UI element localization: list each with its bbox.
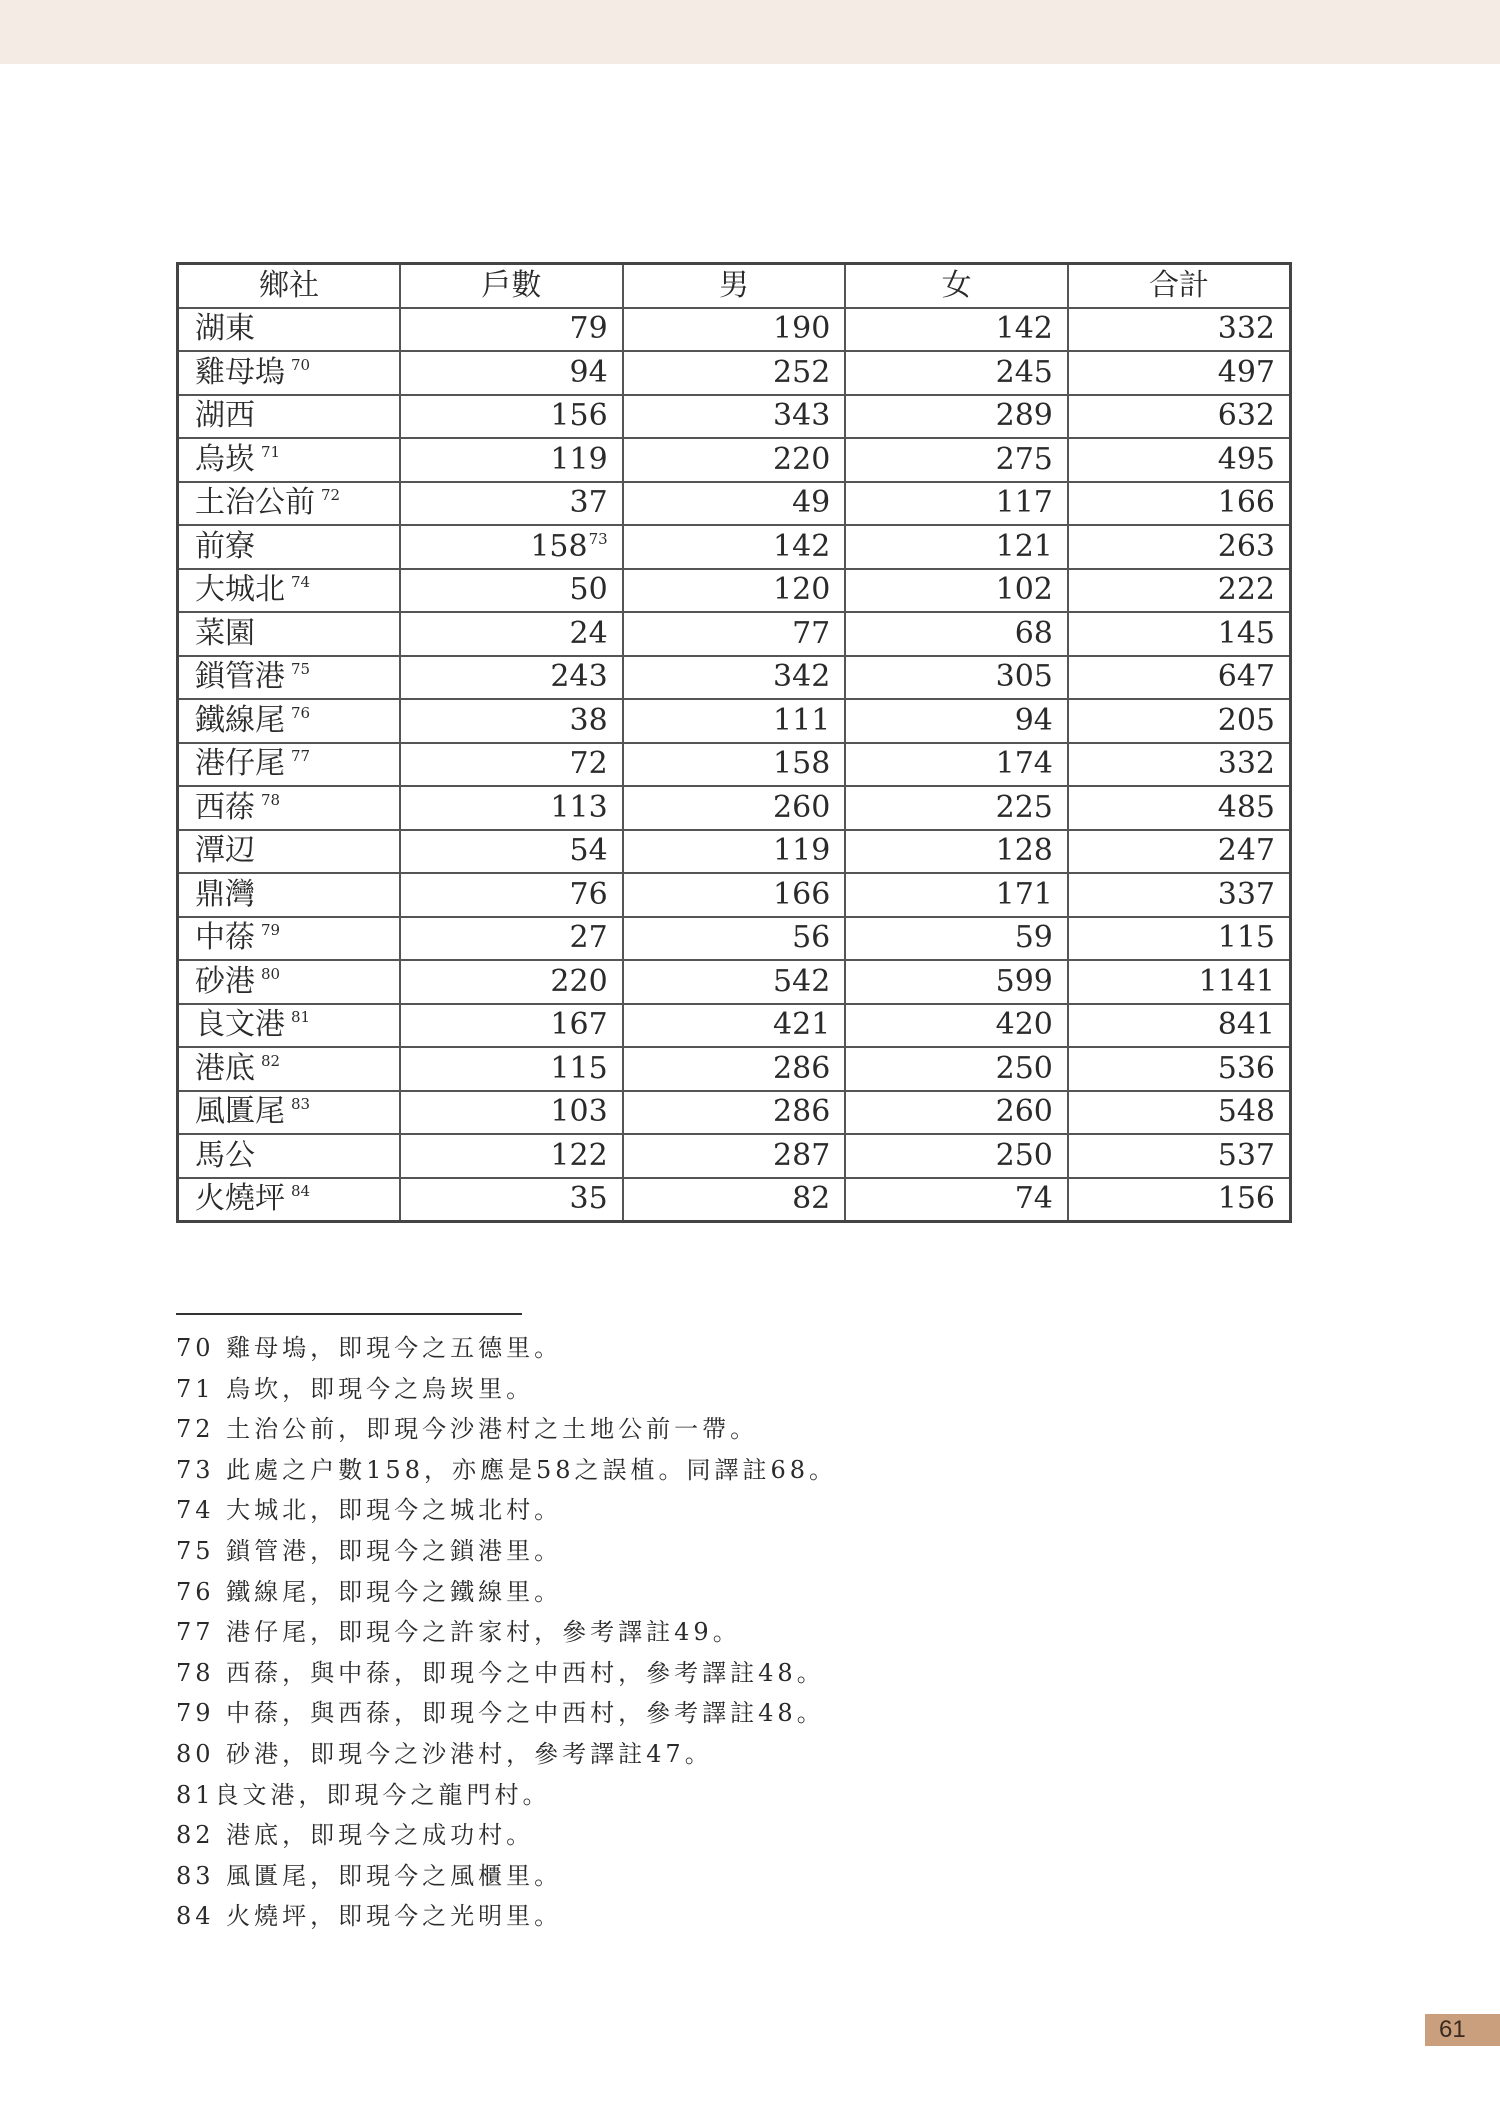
cell-male-text: 158 bbox=[773, 746, 831, 782]
cell-male bbox=[623, 1134, 846, 1178]
footnote-ref: 77 bbox=[291, 747, 311, 766]
footnote-ref: 76 bbox=[291, 703, 311, 722]
cell-total bbox=[1068, 438, 1291, 482]
cell-total-text: 536 bbox=[1217, 1050, 1275, 1086]
cell-female-text: 121 bbox=[995, 528, 1053, 564]
cell-total-text: 497 bbox=[1217, 354, 1275, 390]
cell-village-text: 大城北 bbox=[195, 572, 285, 608]
cell-village bbox=[178, 482, 401, 526]
cell-village-text: 潭辺 bbox=[195, 833, 255, 869]
top-color-band bbox=[0, 0, 1500, 64]
cell-female bbox=[845, 482, 1068, 526]
cell-households-text: 27 bbox=[569, 920, 608, 956]
cell-households-text: 103 bbox=[550, 1094, 608, 1130]
cell-male-text: 287 bbox=[773, 1137, 831, 1173]
table-row bbox=[178, 308, 1291, 352]
cell-female bbox=[845, 1091, 1068, 1135]
cell-households bbox=[400, 1178, 623, 1222]
cell-households bbox=[400, 1134, 623, 1178]
cell-female bbox=[845, 699, 1068, 743]
cell-male bbox=[623, 786, 846, 830]
table-row bbox=[178, 351, 1291, 395]
cell-female bbox=[845, 395, 1068, 439]
cell-female bbox=[845, 743, 1068, 787]
footnote-ref: 74 bbox=[291, 573, 311, 592]
cell-village bbox=[178, 786, 401, 830]
cell-total bbox=[1068, 960, 1291, 1004]
cell-total-text: 205 bbox=[1217, 702, 1275, 738]
cell-households-text: 37 bbox=[569, 485, 608, 521]
cell-male bbox=[623, 569, 846, 613]
cell-households-text: 243 bbox=[550, 659, 608, 695]
cell-male-text: 286 bbox=[773, 1094, 831, 1130]
cell-village-text: 湖西 bbox=[195, 398, 255, 434]
cell-households-text: 119 bbox=[550, 441, 608, 477]
cell-households-text: 24 bbox=[569, 615, 608, 651]
cell-households-text: 115 bbox=[550, 1050, 608, 1086]
cell-male-text: 286 bbox=[773, 1050, 831, 1086]
cell-male bbox=[623, 743, 846, 787]
cell-village bbox=[178, 351, 401, 395]
cell-female-text: 94 bbox=[1014, 702, 1053, 738]
table-row bbox=[178, 917, 1291, 961]
header-female: 女 bbox=[845, 264, 1068, 308]
table-row bbox=[178, 525, 1291, 569]
cell-male bbox=[623, 612, 846, 656]
table-row bbox=[178, 1134, 1291, 1178]
table-row bbox=[178, 960, 1291, 1004]
cell-total bbox=[1068, 308, 1291, 352]
footnote-ref: 79 bbox=[261, 921, 281, 940]
cell-male bbox=[623, 395, 846, 439]
cell-female-text: 225 bbox=[995, 789, 1053, 825]
footnote-ref: 83 bbox=[291, 1095, 311, 1114]
cell-village bbox=[178, 1047, 401, 1091]
cell-households-text: 113 bbox=[550, 789, 608, 825]
cell-village bbox=[178, 873, 401, 917]
table-row bbox=[178, 1091, 1291, 1135]
cell-households-text: 79 bbox=[569, 311, 608, 347]
cell-total-text: 247 bbox=[1217, 833, 1275, 869]
cell-total-text: 332 bbox=[1217, 311, 1275, 347]
cell-female bbox=[845, 1004, 1068, 1048]
cell-households bbox=[400, 960, 623, 1004]
cell-village bbox=[178, 612, 401, 656]
cell-village-text: 鼎灣 bbox=[195, 876, 255, 912]
cell-female bbox=[845, 786, 1068, 830]
footnote-ref: 75 bbox=[291, 660, 311, 679]
cell-female bbox=[845, 1134, 1068, 1178]
footnote-ref: 81 bbox=[291, 1008, 311, 1027]
cell-total-text: 548 bbox=[1217, 1094, 1275, 1130]
footnote-ref: 84 bbox=[291, 1182, 311, 1201]
cell-village bbox=[178, 395, 401, 439]
cell-female-text: 68 bbox=[1014, 615, 1053, 651]
cell-households-text: 220 bbox=[550, 963, 608, 999]
cell-village-text: 鎖管港 bbox=[195, 659, 285, 695]
cell-households-text: 50 bbox=[569, 572, 608, 608]
table-row bbox=[178, 743, 1291, 787]
cell-male-text: 260 bbox=[773, 789, 831, 825]
cell-village-text: 馬公 bbox=[195, 1137, 255, 1173]
cell-village-text: 菜園 bbox=[195, 615, 255, 651]
cell-male-text: 119 bbox=[773, 833, 831, 869]
cell-households-text: 94 bbox=[569, 354, 608, 390]
footnote-ref: 70 bbox=[291, 355, 311, 374]
cell-female-text: 250 bbox=[995, 1050, 1053, 1086]
cell-households bbox=[400, 612, 623, 656]
cell-total-text: 841 bbox=[1217, 1007, 1275, 1043]
table-header-row bbox=[178, 264, 1291, 308]
cell-households-text: 167 bbox=[550, 1007, 608, 1043]
cell-households bbox=[400, 699, 623, 743]
cell-female-text: 117 bbox=[995, 485, 1053, 521]
table-row bbox=[178, 830, 1291, 874]
table-row bbox=[178, 873, 1291, 917]
cell-total bbox=[1068, 873, 1291, 917]
cell-households bbox=[400, 569, 623, 613]
cell-households-text: 158 bbox=[530, 528, 588, 564]
cell-female-text: 74 bbox=[1014, 1181, 1053, 1217]
cell-village-text: 湖東 bbox=[195, 311, 255, 347]
cell-households bbox=[400, 873, 623, 917]
footnote-item: 70 雞母塢，即現今之五德里。 bbox=[176, 1334, 563, 1362]
cell-households-text: 76 bbox=[569, 876, 608, 912]
cell-village bbox=[178, 1091, 401, 1135]
table-row bbox=[178, 1004, 1291, 1048]
cell-male bbox=[623, 699, 846, 743]
footnote-item: 77 港仔尾，即現今之許家村，參考譯註49。 bbox=[176, 1618, 741, 1647]
header-total: 合計 bbox=[1068, 264, 1291, 308]
cell-male bbox=[623, 1004, 846, 1048]
cell-male-text: 49 bbox=[792, 485, 831, 521]
cell-total-text: 537 bbox=[1217, 1137, 1275, 1173]
cell-male-text: 252 bbox=[773, 354, 831, 390]
cell-female bbox=[845, 438, 1068, 482]
header-households: 戶數 bbox=[400, 264, 623, 308]
cell-female-text: 260 bbox=[995, 1094, 1053, 1130]
cell-male bbox=[623, 351, 846, 395]
cell-total bbox=[1068, 830, 1291, 874]
cell-households bbox=[400, 656, 623, 700]
cell-village-text: 火燒坪 bbox=[195, 1181, 285, 1217]
cell-households bbox=[400, 525, 623, 569]
cell-male bbox=[623, 482, 846, 526]
cell-village-text: 烏崁 bbox=[195, 441, 255, 477]
cell-total bbox=[1068, 786, 1291, 830]
cell-male bbox=[623, 873, 846, 917]
cell-female bbox=[845, 830, 1068, 874]
cell-female bbox=[845, 656, 1068, 700]
footnote-item: 78 西蒣，與中蒣，即現今之中西村，參考譯註48。 bbox=[176, 1658, 825, 1687]
cell-male-text: 166 bbox=[773, 876, 831, 912]
cell-households bbox=[400, 308, 623, 352]
cell-male-text: 111 bbox=[773, 702, 831, 738]
cell-female-text: 128 bbox=[995, 833, 1053, 869]
cell-male-text: 542 bbox=[773, 963, 831, 999]
cell-female-text: 102 bbox=[995, 572, 1053, 608]
cell-total bbox=[1068, 699, 1291, 743]
cell-male-text: 142 bbox=[773, 528, 831, 564]
cell-male bbox=[623, 438, 846, 482]
cell-households bbox=[400, 1047, 623, 1091]
cell-female-text: 171 bbox=[995, 876, 1053, 912]
cell-village bbox=[178, 569, 401, 613]
cell-male-text: 421 bbox=[773, 1007, 831, 1043]
footnote-item: 80 砂港，即現今之沙港村，參考譯註47。 bbox=[176, 1739, 713, 1768]
cell-total bbox=[1068, 917, 1291, 961]
footnote-item: 71 烏坎，即現今之烏崁里。 bbox=[176, 1374, 535, 1403]
cell-female-text: 305 bbox=[995, 659, 1053, 695]
footnote-item: 75 鎖管港，即現今之鎖港里。 bbox=[176, 1536, 563, 1565]
cell-total-text: 337 bbox=[1217, 876, 1275, 912]
cell-male-text: 220 bbox=[773, 441, 831, 477]
cell-male-text: 82 bbox=[792, 1181, 831, 1217]
footnote-item: 72 土治公前，即現今沙港村之土地公前一帶。 bbox=[176, 1415, 759, 1444]
cell-total bbox=[1068, 395, 1291, 439]
cell-village-text: 鐵線尾 bbox=[195, 702, 285, 738]
cell-male-text: 342 bbox=[773, 659, 831, 695]
cell-households-text: 72 bbox=[569, 746, 608, 782]
cell-village bbox=[178, 1004, 401, 1048]
cell-total bbox=[1068, 1004, 1291, 1048]
cell-female bbox=[845, 569, 1068, 613]
cell-village-text: 中蒣 bbox=[195, 920, 255, 956]
cell-male-text: 77 bbox=[792, 615, 831, 651]
cell-village bbox=[178, 743, 401, 787]
table-row bbox=[178, 1178, 1291, 1222]
cell-village bbox=[178, 960, 401, 1004]
cell-village-text: 砂港 bbox=[195, 963, 255, 999]
cell-male bbox=[623, 1178, 846, 1222]
cell-female bbox=[845, 917, 1068, 961]
footnote-item: 73 此處之户數158，亦應是58之誤植。同譯註68。 bbox=[176, 1455, 838, 1484]
table-row bbox=[178, 656, 1291, 700]
cell-male bbox=[623, 1091, 846, 1135]
cell-households bbox=[400, 917, 623, 961]
footnote-divider bbox=[176, 1313, 522, 1315]
table-row bbox=[178, 395, 1291, 439]
cell-village bbox=[178, 830, 401, 874]
cell-total bbox=[1068, 1091, 1291, 1135]
cell-households-text: 38 bbox=[569, 702, 608, 738]
header-male: 男 bbox=[623, 264, 846, 308]
cell-female bbox=[845, 308, 1068, 352]
cell-total-text: 115 bbox=[1217, 920, 1275, 956]
table-row bbox=[178, 482, 1291, 526]
table-row bbox=[178, 786, 1291, 830]
cell-village-text: 風匱尾 bbox=[195, 1094, 285, 1130]
cell-female bbox=[845, 1178, 1068, 1222]
cell-households bbox=[400, 743, 623, 787]
cell-total-text: 263 bbox=[1217, 528, 1275, 564]
cell-female-text: 599 bbox=[995, 963, 1053, 999]
cell-total bbox=[1068, 1178, 1291, 1222]
footnote-item: 79 中蒣，與西蒣，即現今之中西村，參考譯註48。 bbox=[176, 1699, 825, 1728]
cell-male-text: 120 bbox=[773, 572, 831, 608]
cell-village bbox=[178, 699, 401, 743]
cell-total-text: 1141 bbox=[1198, 963, 1275, 999]
cell-village-text: 良文港 bbox=[195, 1007, 285, 1043]
table-row bbox=[178, 612, 1291, 656]
cell-total bbox=[1068, 743, 1291, 787]
cell-households bbox=[400, 1091, 623, 1135]
cell-female-text: 420 bbox=[995, 1007, 1053, 1043]
cell-male bbox=[623, 308, 846, 352]
cell-village-text: 港底 bbox=[195, 1050, 255, 1086]
cell-households bbox=[400, 482, 623, 526]
cell-village bbox=[178, 917, 401, 961]
footnote-ref: 72 bbox=[321, 486, 341, 505]
header-village: 鄉社 bbox=[178, 264, 401, 308]
footnote-ref: 71 bbox=[261, 442, 281, 461]
cell-female-text: 275 bbox=[995, 441, 1053, 477]
cell-female-text: 250 bbox=[995, 1137, 1053, 1173]
cell-female-text: 174 bbox=[995, 746, 1053, 782]
cell-village-text: 西蒣 bbox=[195, 789, 255, 825]
cell-households bbox=[400, 1004, 623, 1048]
footnotes bbox=[176, 1328, 1276, 1937]
population-table bbox=[176, 262, 1292, 1223]
cell-village bbox=[178, 308, 401, 352]
cell-households-text: 156 bbox=[550, 398, 608, 434]
cell-total bbox=[1068, 569, 1291, 613]
cell-female bbox=[845, 960, 1068, 1004]
cell-total-text: 495 bbox=[1217, 441, 1275, 477]
footnote-ref: 80 bbox=[261, 964, 281, 983]
cell-total-text: 145 bbox=[1217, 615, 1275, 651]
footnote-item: 82 港底，即現今之成功村。 bbox=[176, 1821, 535, 1850]
cell-households bbox=[400, 395, 623, 439]
cell-village-text: 港仔尾 bbox=[195, 746, 285, 782]
cell-households bbox=[400, 786, 623, 830]
cell-households bbox=[400, 830, 623, 874]
cell-male bbox=[623, 525, 846, 569]
cell-female bbox=[845, 1047, 1068, 1091]
cell-total-text: 632 bbox=[1217, 398, 1275, 434]
cell-male-text: 343 bbox=[773, 398, 831, 434]
cell-female-text: 59 bbox=[1014, 920, 1053, 956]
cell-total bbox=[1068, 656, 1291, 700]
table-row bbox=[178, 1047, 1291, 1091]
cell-households-text: 35 bbox=[569, 1181, 608, 1217]
cell-total bbox=[1068, 525, 1291, 569]
cell-village bbox=[178, 1134, 401, 1178]
cell-village-text: 前寮 bbox=[195, 528, 255, 564]
cell-total bbox=[1068, 1047, 1291, 1091]
cell-village bbox=[178, 525, 401, 569]
footnote-item: 76 鐵線尾，即現今之鐵線里。 bbox=[176, 1577, 563, 1606]
cell-total bbox=[1068, 351, 1291, 395]
table-row bbox=[178, 438, 1291, 482]
cell-village bbox=[178, 1178, 401, 1222]
cell-female-text: 245 bbox=[995, 354, 1053, 390]
cell-total-text: 485 bbox=[1217, 789, 1275, 825]
cell-households bbox=[400, 351, 623, 395]
footnote-item: 74 大城北，即現今之城北村。 bbox=[176, 1496, 563, 1525]
cell-male bbox=[623, 830, 846, 874]
cell-male-text: 56 bbox=[792, 920, 831, 956]
cell-households-text: 54 bbox=[569, 833, 608, 869]
cell-households-text: 122 bbox=[550, 1137, 608, 1173]
cell-total-text: 166 bbox=[1217, 485, 1275, 521]
footnote-item: 84 火燒坪，即現今之光明里。 bbox=[176, 1902, 563, 1931]
cell-female bbox=[845, 525, 1068, 569]
cell-village-text: 雞母塢 bbox=[195, 354, 285, 390]
cell-female-text: 142 bbox=[995, 311, 1053, 347]
cell-female bbox=[845, 351, 1068, 395]
cell-male bbox=[623, 656, 846, 700]
cell-village-text: 土治公前 bbox=[195, 485, 315, 521]
cell-male bbox=[623, 960, 846, 1004]
cell-total-text: 156 bbox=[1217, 1181, 1275, 1217]
cell-female bbox=[845, 873, 1068, 917]
cell-total-text: 332 bbox=[1217, 746, 1275, 782]
cell-female-text: 289 bbox=[995, 398, 1053, 434]
cell-village bbox=[178, 656, 401, 700]
cell-total bbox=[1068, 482, 1291, 526]
footnote-item: 83 風匱尾，即現今之風櫃里。 bbox=[176, 1861, 563, 1890]
table-row bbox=[178, 699, 1291, 743]
cell-male bbox=[623, 917, 846, 961]
footnote-item: 81良文港，即現今之龍門村。 bbox=[176, 1780, 551, 1809]
cell-male bbox=[623, 1047, 846, 1091]
cell-male-text: 190 bbox=[773, 311, 831, 347]
page-number: 61 bbox=[1425, 2014, 1500, 2046]
footnote-ref: 73 bbox=[588, 529, 608, 548]
cell-households bbox=[400, 438, 623, 482]
cell-total bbox=[1068, 1134, 1291, 1178]
cell-female bbox=[845, 612, 1068, 656]
cell-total bbox=[1068, 612, 1291, 656]
cell-total-text: 647 bbox=[1217, 659, 1275, 695]
cell-total-text: 222 bbox=[1217, 572, 1275, 608]
cell-village bbox=[178, 438, 401, 482]
table-row bbox=[178, 569, 1291, 613]
footnote-ref: 82 bbox=[261, 1051, 281, 1070]
footnote-ref: 78 bbox=[261, 790, 281, 809]
